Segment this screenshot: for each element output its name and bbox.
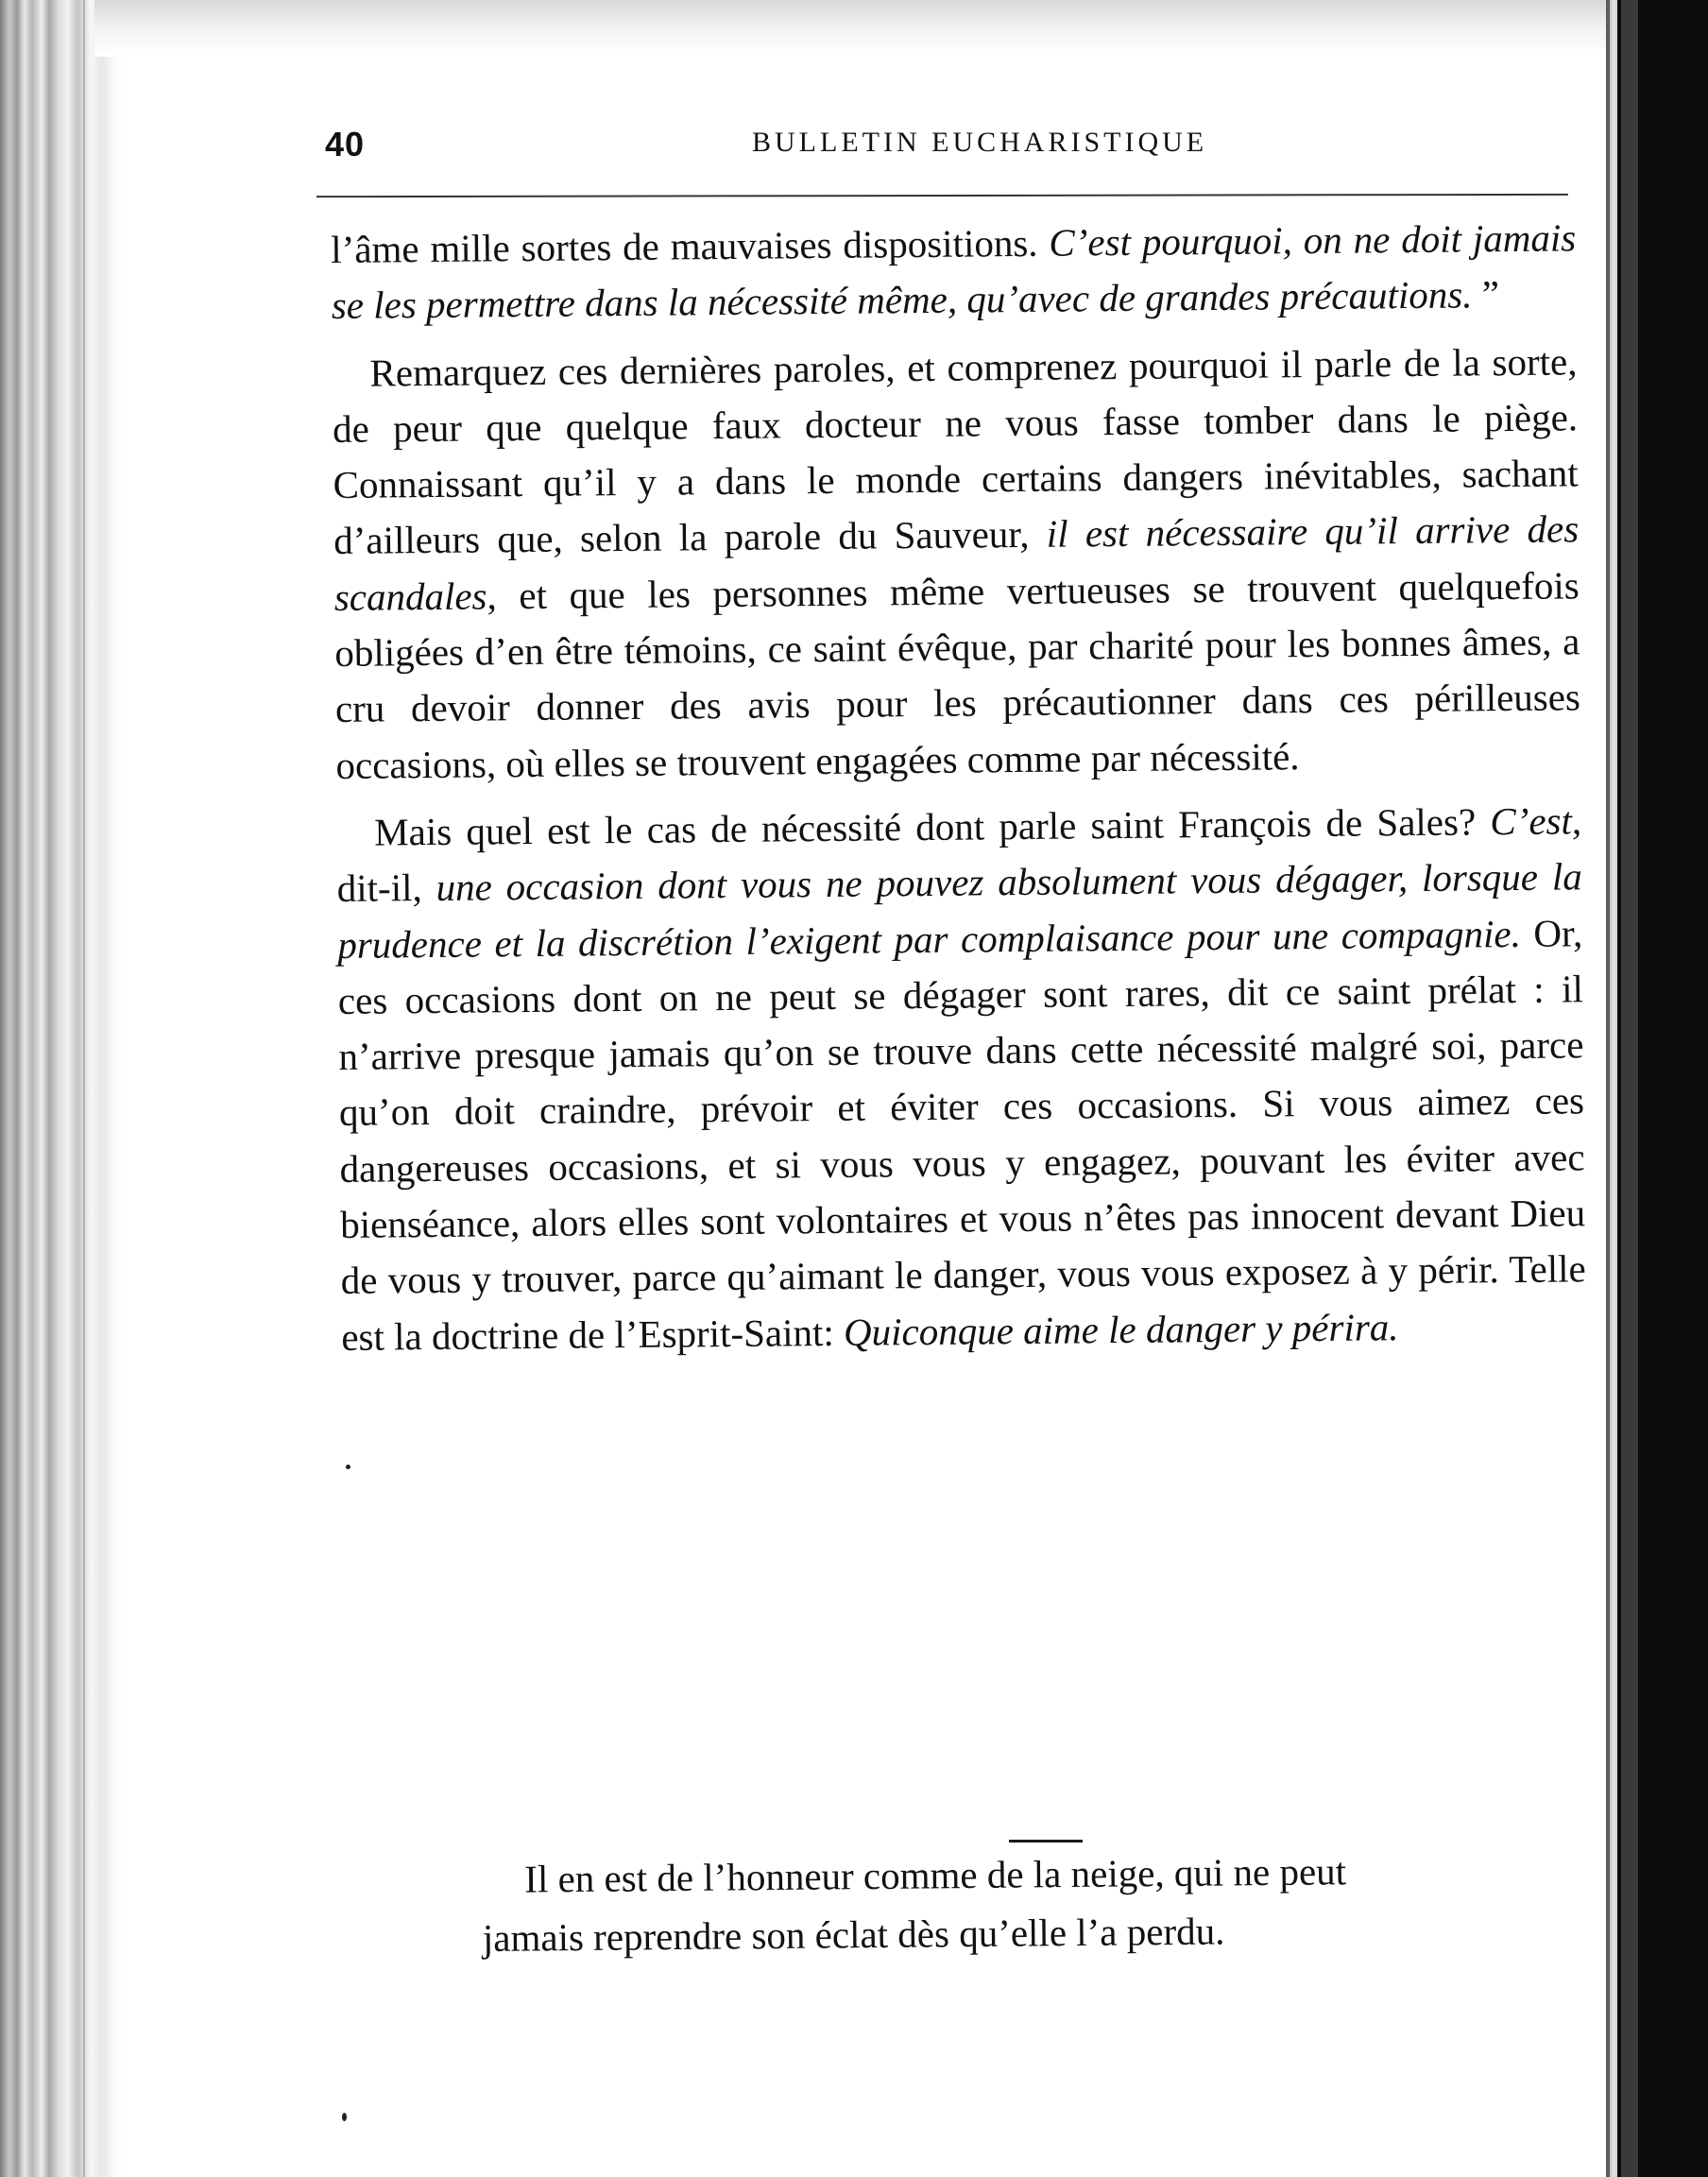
section-separator <box>1009 1840 1083 1843</box>
text-segment: ” <box>1472 272 1500 317</box>
paragraph-1 <box>331 210 1577 334</box>
scan-speck <box>342 2113 347 2121</box>
text-segment: Mais quel est le cas de nécessité dont parle saint François de Sales? <box>373 799 1491 854</box>
italic-quote: Quiconque aime le danger y périra. <box>843 1304 1399 1354</box>
italic-quote: une occasion dont vous ne pouvez absolument vous dégager, lorsque la prudence et la discrétion l’exigent par complaisance pour une compagnie. <box>337 854 1582 967</box>
maxim-line-2: jamais reprendre son éclat dès qu’elle l’a perdu. <box>482 1909 1225 1960</box>
text-segment: Or, ces occasions dont on ne peut se dégager sont rares, dit ce saint prélat : il n’arrive presque jamais qu’on se trouve dans cette nécessité malgré soi, parce qu’on doit craindre, prévoir et éviter ces occasions. Si vous aimez ces dangereuses occasions, et si vous vous y engagez, pouvant les éviter avec bienséance, alors elles sont volontaires et vous n’êtes pas innocent devant Dieu de vous y trouver, parce qu’aimant le danger, vous vous exposez à y périr. Telle est la doctrine de l’Esprit-Saint: <box>337 910 1586 1359</box>
text-segment: , dit-il, <box>336 798 1582 911</box>
page-stack-left-edge <box>0 0 123 2177</box>
paragraph-3 <box>336 793 1587 1365</box>
italic-quote: C’est <box>1490 798 1573 844</box>
running-title: BULLETIN EUCHARISTIQUE <box>752 127 1208 158</box>
header-rule <box>316 194 1568 197</box>
paragraph-2 <box>332 334 1580 794</box>
text-segment: l’âme mille sortes de mauvaises dispositions. <box>331 220 1050 271</box>
scan-speck <box>346 1465 350 1469</box>
book-page <box>123 0 1606 2177</box>
page-number: 40 <box>325 125 366 163</box>
italic-quote: il est nécessaire qu’il arrive des scandales <box>333 506 1580 619</box>
maxim <box>482 1840 1605 1967</box>
text-segment: Remarquez ces dernières paroles, et comprenez pourquoi il parle de la sorte, de peur que quelque faux docteur ne vous fasse tomber dans le piège. Connaissant qu’il y a dans le monde certains dangers inévitables, sachant d’ailleurs que, selon la parole du Sauveur, <box>332 338 1579 563</box>
body-text <box>331 210 1587 1365</box>
page-header <box>325 125 1581 181</box>
scan-border-highlight <box>1621 0 1638 2177</box>
italic-quote: C’est pourquoi, on ne doit jamais se les permettre dans la nécessité même, qu’avec de grandes précautions. <box>331 215 1577 328</box>
text-segment: , et que les personnes même vertueuses se trouvent quelquefois obligées d’en être témoins, ce saint évêque, par charité pour les bonnes âmes, a cru devoir donner des avis pour les précautionner dans ces périlleuses occasions, où elles se trouvent engagées comme par nécessité. <box>334 563 1581 787</box>
maxim-line-1: Il en est de l’honneur comme de la neige, qui ne peut <box>524 1849 1347 1901</box>
